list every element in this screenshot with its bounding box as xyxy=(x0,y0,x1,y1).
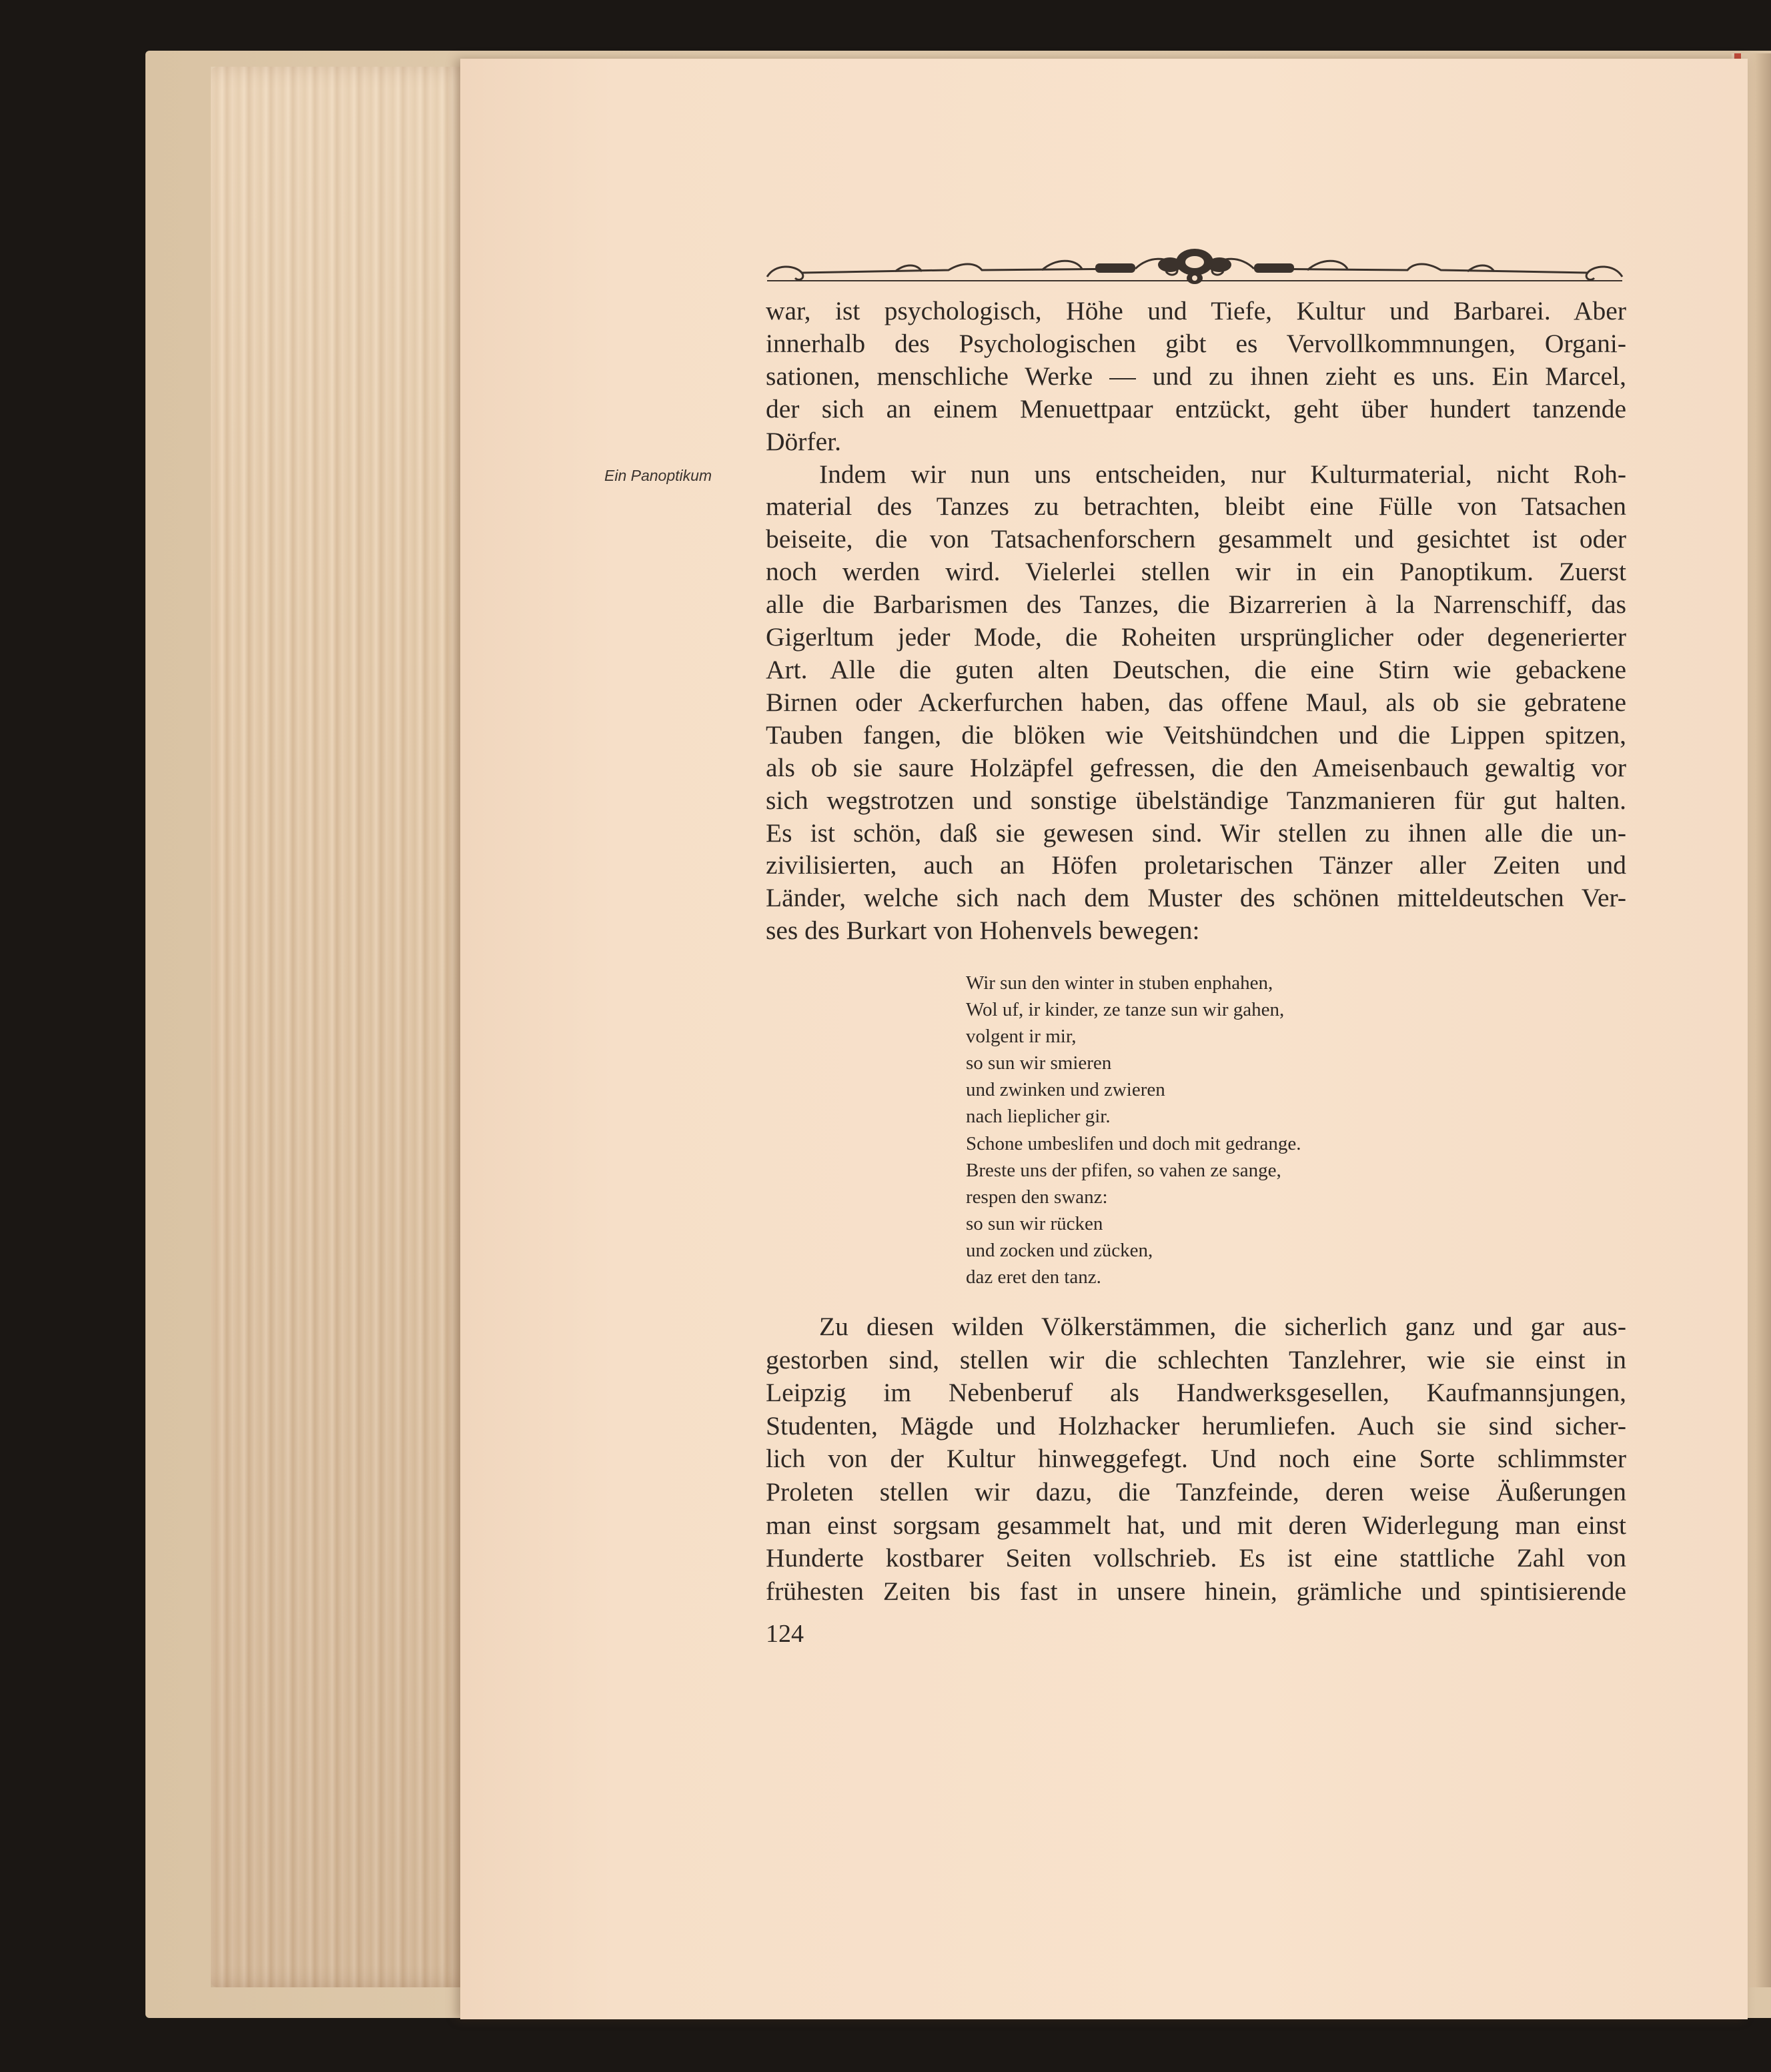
verse-line: so sun wir rücken xyxy=(966,1212,1103,1234)
margin-note: Ein Panoptikum xyxy=(604,467,712,484)
text-line: Studenten, Mägde und Holzhacker herumliefen. Auch sie sind sicher- xyxy=(766,1410,1626,1440)
text-line: ses des Burkart von Hohenvels bewegen: xyxy=(766,916,1200,946)
text-line: Tauben fangen, die blöken wie Veitshündchen und die Lippen spitzen, xyxy=(766,720,1626,750)
verse-line: respen den swanz: xyxy=(966,1186,1108,1208)
text-line: alle die Barbarismen des Tanzes, die Bizarrerien à la Narrenschiff, das xyxy=(766,590,1626,620)
text-line: man einst sorgsam gesammelt hat, und mit deren Widerlegung man einst xyxy=(766,1510,1626,1540)
text-line: Indem wir nun uns entscheiden, nur Kulturmaterial, nicht Roh- xyxy=(819,459,1626,489)
text-line: innerhalb des Psychologischen gibt es Vervollkommnungen, Organi- xyxy=(766,328,1626,358)
text-line: frühesten Zeiten bis fast in unsere hinein, grämliche und spintisierende xyxy=(766,1576,1626,1606)
verse-line: so sun wir smieren xyxy=(966,1052,1112,1074)
text-line: war, ist psychologisch, Höhe und Tiefe, Kultur und Barbarei. Aber xyxy=(766,296,1626,325)
verse-line: Wir sun den winter in stuben enphahen, xyxy=(966,972,1273,994)
text-line: Länder, welche sich nach dem Muster des schönen mitteldeutschen Ver- xyxy=(766,883,1626,913)
text-line: Leipzig im Nebenberuf als Handwerksgesellen, Kaufmannsjungen, xyxy=(766,1378,1626,1408)
text-line: der sich an einem Menuettpaar entzückt, geht über hundert tanzende xyxy=(766,393,1626,423)
verse-line: Wol uf, ir kinder, ze tanze sun wir gahen, xyxy=(966,999,1285,1021)
text-line: als ob sie saure Holzäpfel gefressen, die den Ameisenbauch gewaltig vor xyxy=(766,752,1626,782)
text-line: beiseite, die von Tatsachenforschern gesammelt und gesichtet ist oder xyxy=(766,524,1626,554)
body-text-bottom xyxy=(766,1310,1626,1608)
verse-line: nach lieplicher gir. xyxy=(966,1106,1111,1128)
text-line: Hunderte kostbarer Seiten vollschrieb. Es ist eine stattliche Zahl von xyxy=(766,1543,1626,1573)
text-line: sationen, menschliche Werke — und zu ihnen zieht es uns. Ein Marcel, xyxy=(766,361,1626,391)
page-stack-edge xyxy=(211,67,478,1987)
verse-line: volgent ir mir, xyxy=(966,1026,1077,1048)
verse-line: daz eret den tanz. xyxy=(966,1266,1101,1288)
verse-line: und zocken und zücken, xyxy=(966,1239,1153,1261)
text-line: gestorben sind, stellen wir die schlechten Tanzlehrer, wie sie einst in xyxy=(766,1344,1626,1374)
text-line: material des Tanzes zu betrachten, bleibt eine Fülle von Tatsachen xyxy=(766,491,1626,522)
verse-line: Schone umbeslifen und doch mit gedrange. xyxy=(966,1132,1301,1154)
text-line: Zu diesen wilden Völkerstämmen, die sicherlich ganz und gar aus- xyxy=(819,1312,1626,1341)
body-text-top xyxy=(766,295,1626,947)
text-line: sich wegstrotzen und sonstige übelständige Tanzmanieren für gut halten. xyxy=(766,785,1626,815)
text-line: Es ist schön, daß sie gewesen sind. Wir stellen zu ihnen alle die un- xyxy=(766,818,1626,848)
verse-block xyxy=(966,970,1301,1290)
text-line: Art. Alle die guten alten Deutschen, die eine Stirn wie gebackene xyxy=(766,654,1626,684)
text-line: noch werden wird. Vielerlei stellen wir in ein Panoptikum. Zuerst xyxy=(766,557,1626,587)
text-line: Gigerltum jeder Mode, die Roheiten ursprünglicher oder degenerierter xyxy=(766,622,1626,652)
text-line: lich von der Kultur hinweggefegt. Und noch eine Sorte schlimmster xyxy=(766,1444,1626,1474)
text-line: Proleten stellen wir dazu, die Tanzfeinde, deren weise Äußerungen xyxy=(766,1476,1626,1506)
verse-line: und zwinken und zwieren xyxy=(966,1079,1165,1101)
text-line: Birnen oder Ackerfurchen haben, das offene Maul, als ob sie gebratene xyxy=(766,687,1626,717)
text-line: zivilisierten, auch an Höfen proletarischen Tänzer aller Zeiten und xyxy=(766,850,1626,880)
verse-line: Breste uns der pfifen, so vahen ze sange, xyxy=(966,1159,1281,1181)
page-number: 124 xyxy=(766,1620,804,1648)
header-ornament-icon xyxy=(762,243,1628,290)
text-line: Dörfer. xyxy=(766,426,841,456)
